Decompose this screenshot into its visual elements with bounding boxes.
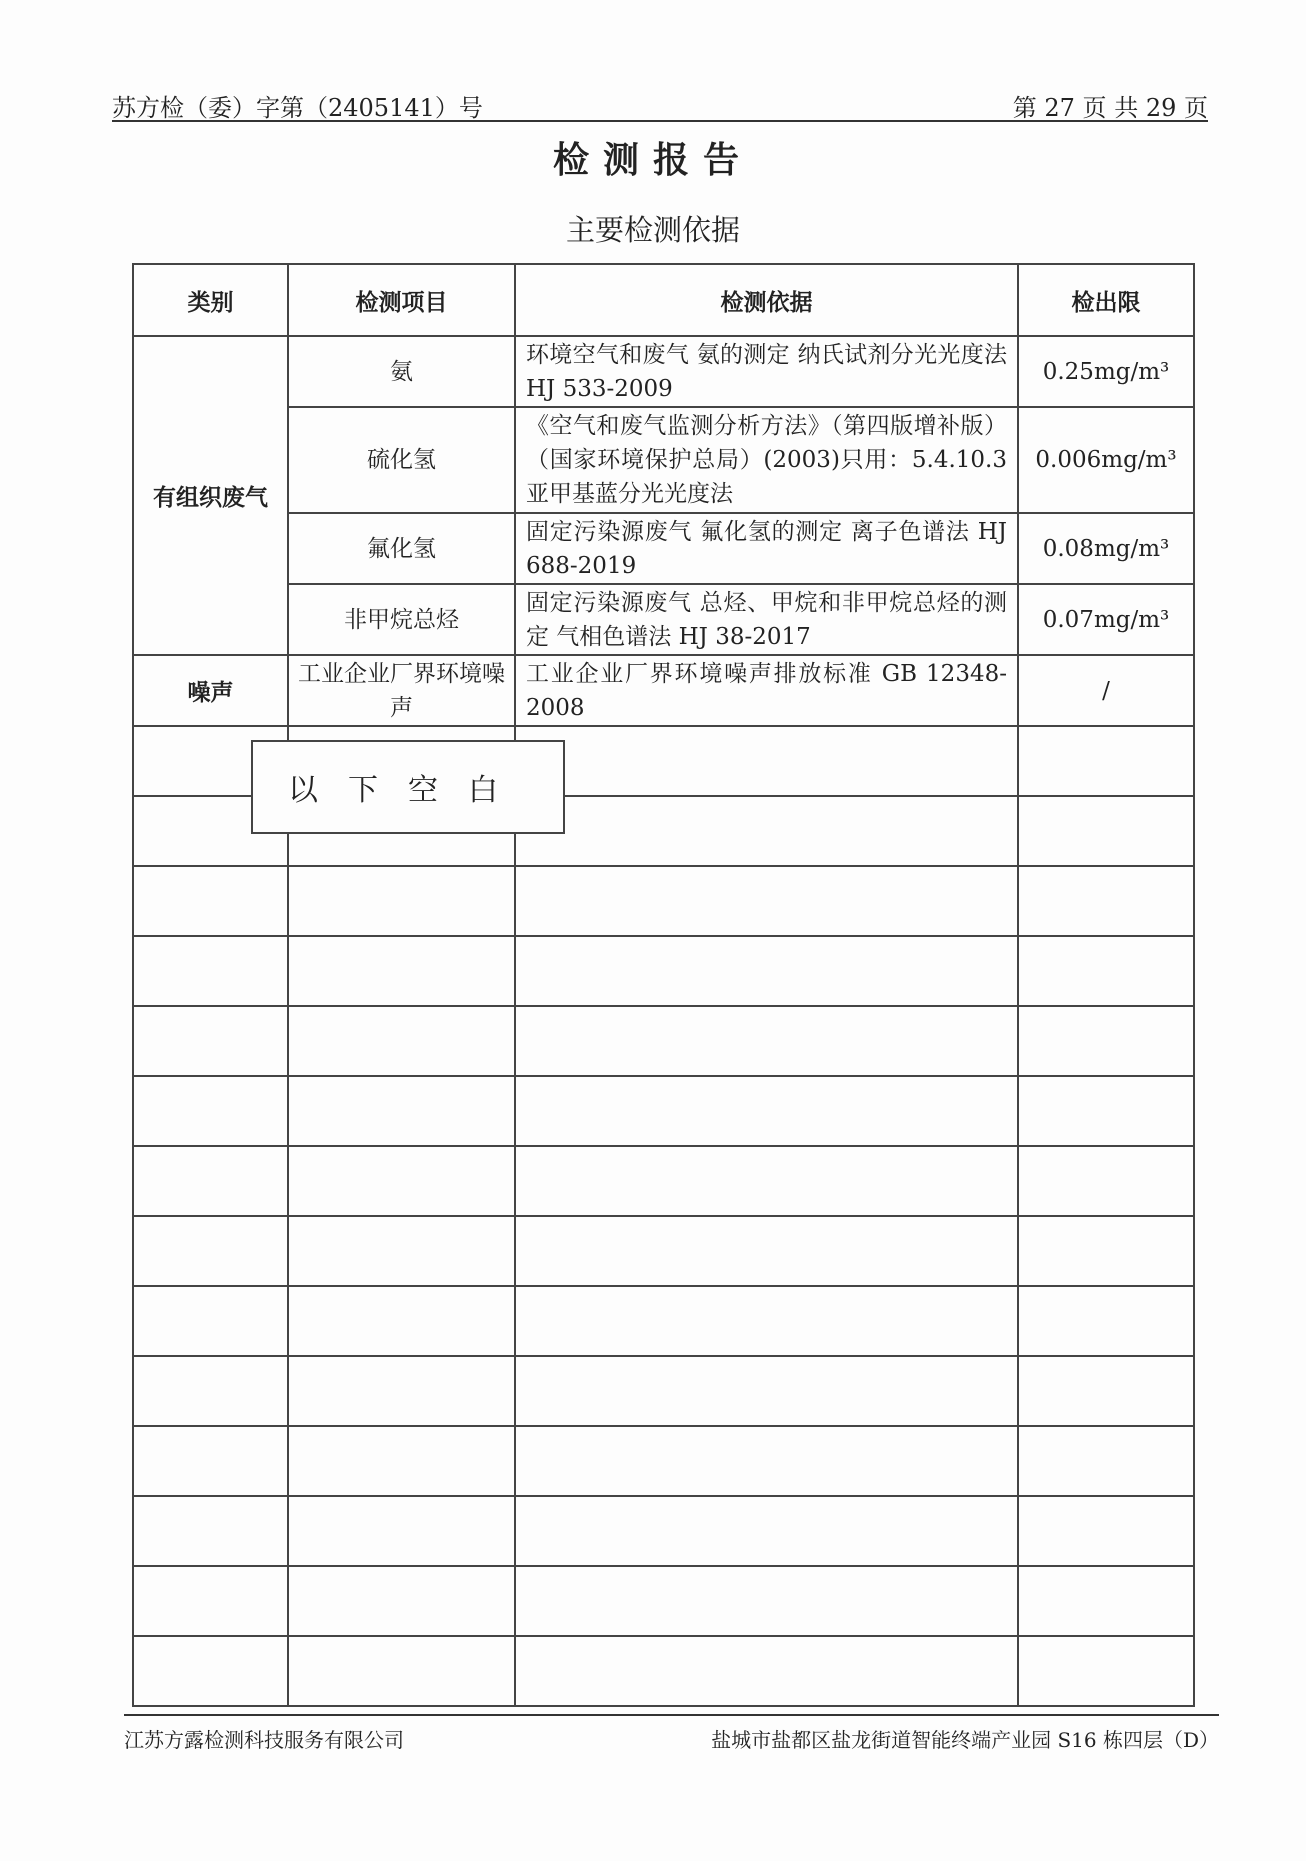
empty-row [133,1356,1194,1426]
page-info: 第 27 页 共 29 页 [1012,94,1208,122]
basis-cell: 《空气和废气监测分析方法》（第四版增补版）（国家环境保护总局）(2003)只用：5.4.10.3 亚甲基蓝分光光度法 [515,407,1018,513]
empty-row [133,866,1194,936]
col-header-category: 类别 [133,264,288,336]
blank-below-stamp: 以下空白 [251,740,565,834]
report-title: 检测报告 [552,140,753,181]
table-header-row [133,264,1194,336]
limit-cell: 0.25mg/m³ [1018,336,1194,407]
table-row [133,513,1194,584]
item-cell: 非甲烷总烃 [288,584,515,655]
table-row [133,584,1194,655]
limit-cell: 0.006mg/m³ [1018,407,1194,513]
basis-cell: 固定污染源废气 氟化氢的测定 离子色谱法 HJ 688-2019 [515,513,1018,584]
page-header [112,84,1208,122]
basis-table [132,263,1195,1707]
limit-cell: 0.07mg/m³ [1018,584,1194,655]
report-number: 苏方检（委）字第（2405141）号 [112,94,483,122]
item-cell: 工业企业厂界环境噪声 [288,655,515,726]
table-row [133,655,1194,726]
limit-cell: 0.08mg/m³ [1018,513,1194,584]
col-header-basis: 检测依据 [515,264,1018,336]
page-footer [124,1714,1219,1752]
limit-cell: / [1018,655,1194,726]
empty-row [133,1566,1194,1636]
basis-cell: 环境空气和废气 氨的测定 纳氏试剂分光光度法 HJ 533-2009 [515,336,1018,407]
company-address: 盐城市盐都区盐龙街道智能终端产业园 S16 栋四层（D） [711,1728,1219,1752]
category-cell: 有组织废气 [133,336,288,655]
empty-row [133,1286,1194,1356]
item-cell: 氟化氢 [288,513,515,584]
item-cell: 硫化氢 [288,407,515,513]
basis-cell: 固定污染源废气 总烃、甲烷和非甲烷总烃的测定 气相色谱法 HJ 38-2017 [515,584,1018,655]
table-row [133,336,1194,407]
empty-row [133,1426,1194,1496]
col-header-limit: 检出限 [1018,264,1194,336]
section-title: 主要检测依据 [565,213,740,247]
basis-cell: 工业企业厂界环境噪声排放标准 GB 12348-2008 [515,655,1018,726]
empty-row [133,1006,1194,1076]
empty-row [133,1076,1194,1146]
category-cell: 噪声 [133,655,288,726]
col-header-item: 检测项目 [288,264,515,336]
empty-row [133,1636,1194,1706]
empty-row [133,936,1194,1006]
table-row [133,407,1194,513]
empty-row [133,1216,1194,1286]
empty-row [133,1496,1194,1566]
item-cell: 氨 [288,336,515,407]
company-name: 江苏方露检测科技服务有限公司 [124,1728,404,1752]
empty-row [133,1146,1194,1216]
